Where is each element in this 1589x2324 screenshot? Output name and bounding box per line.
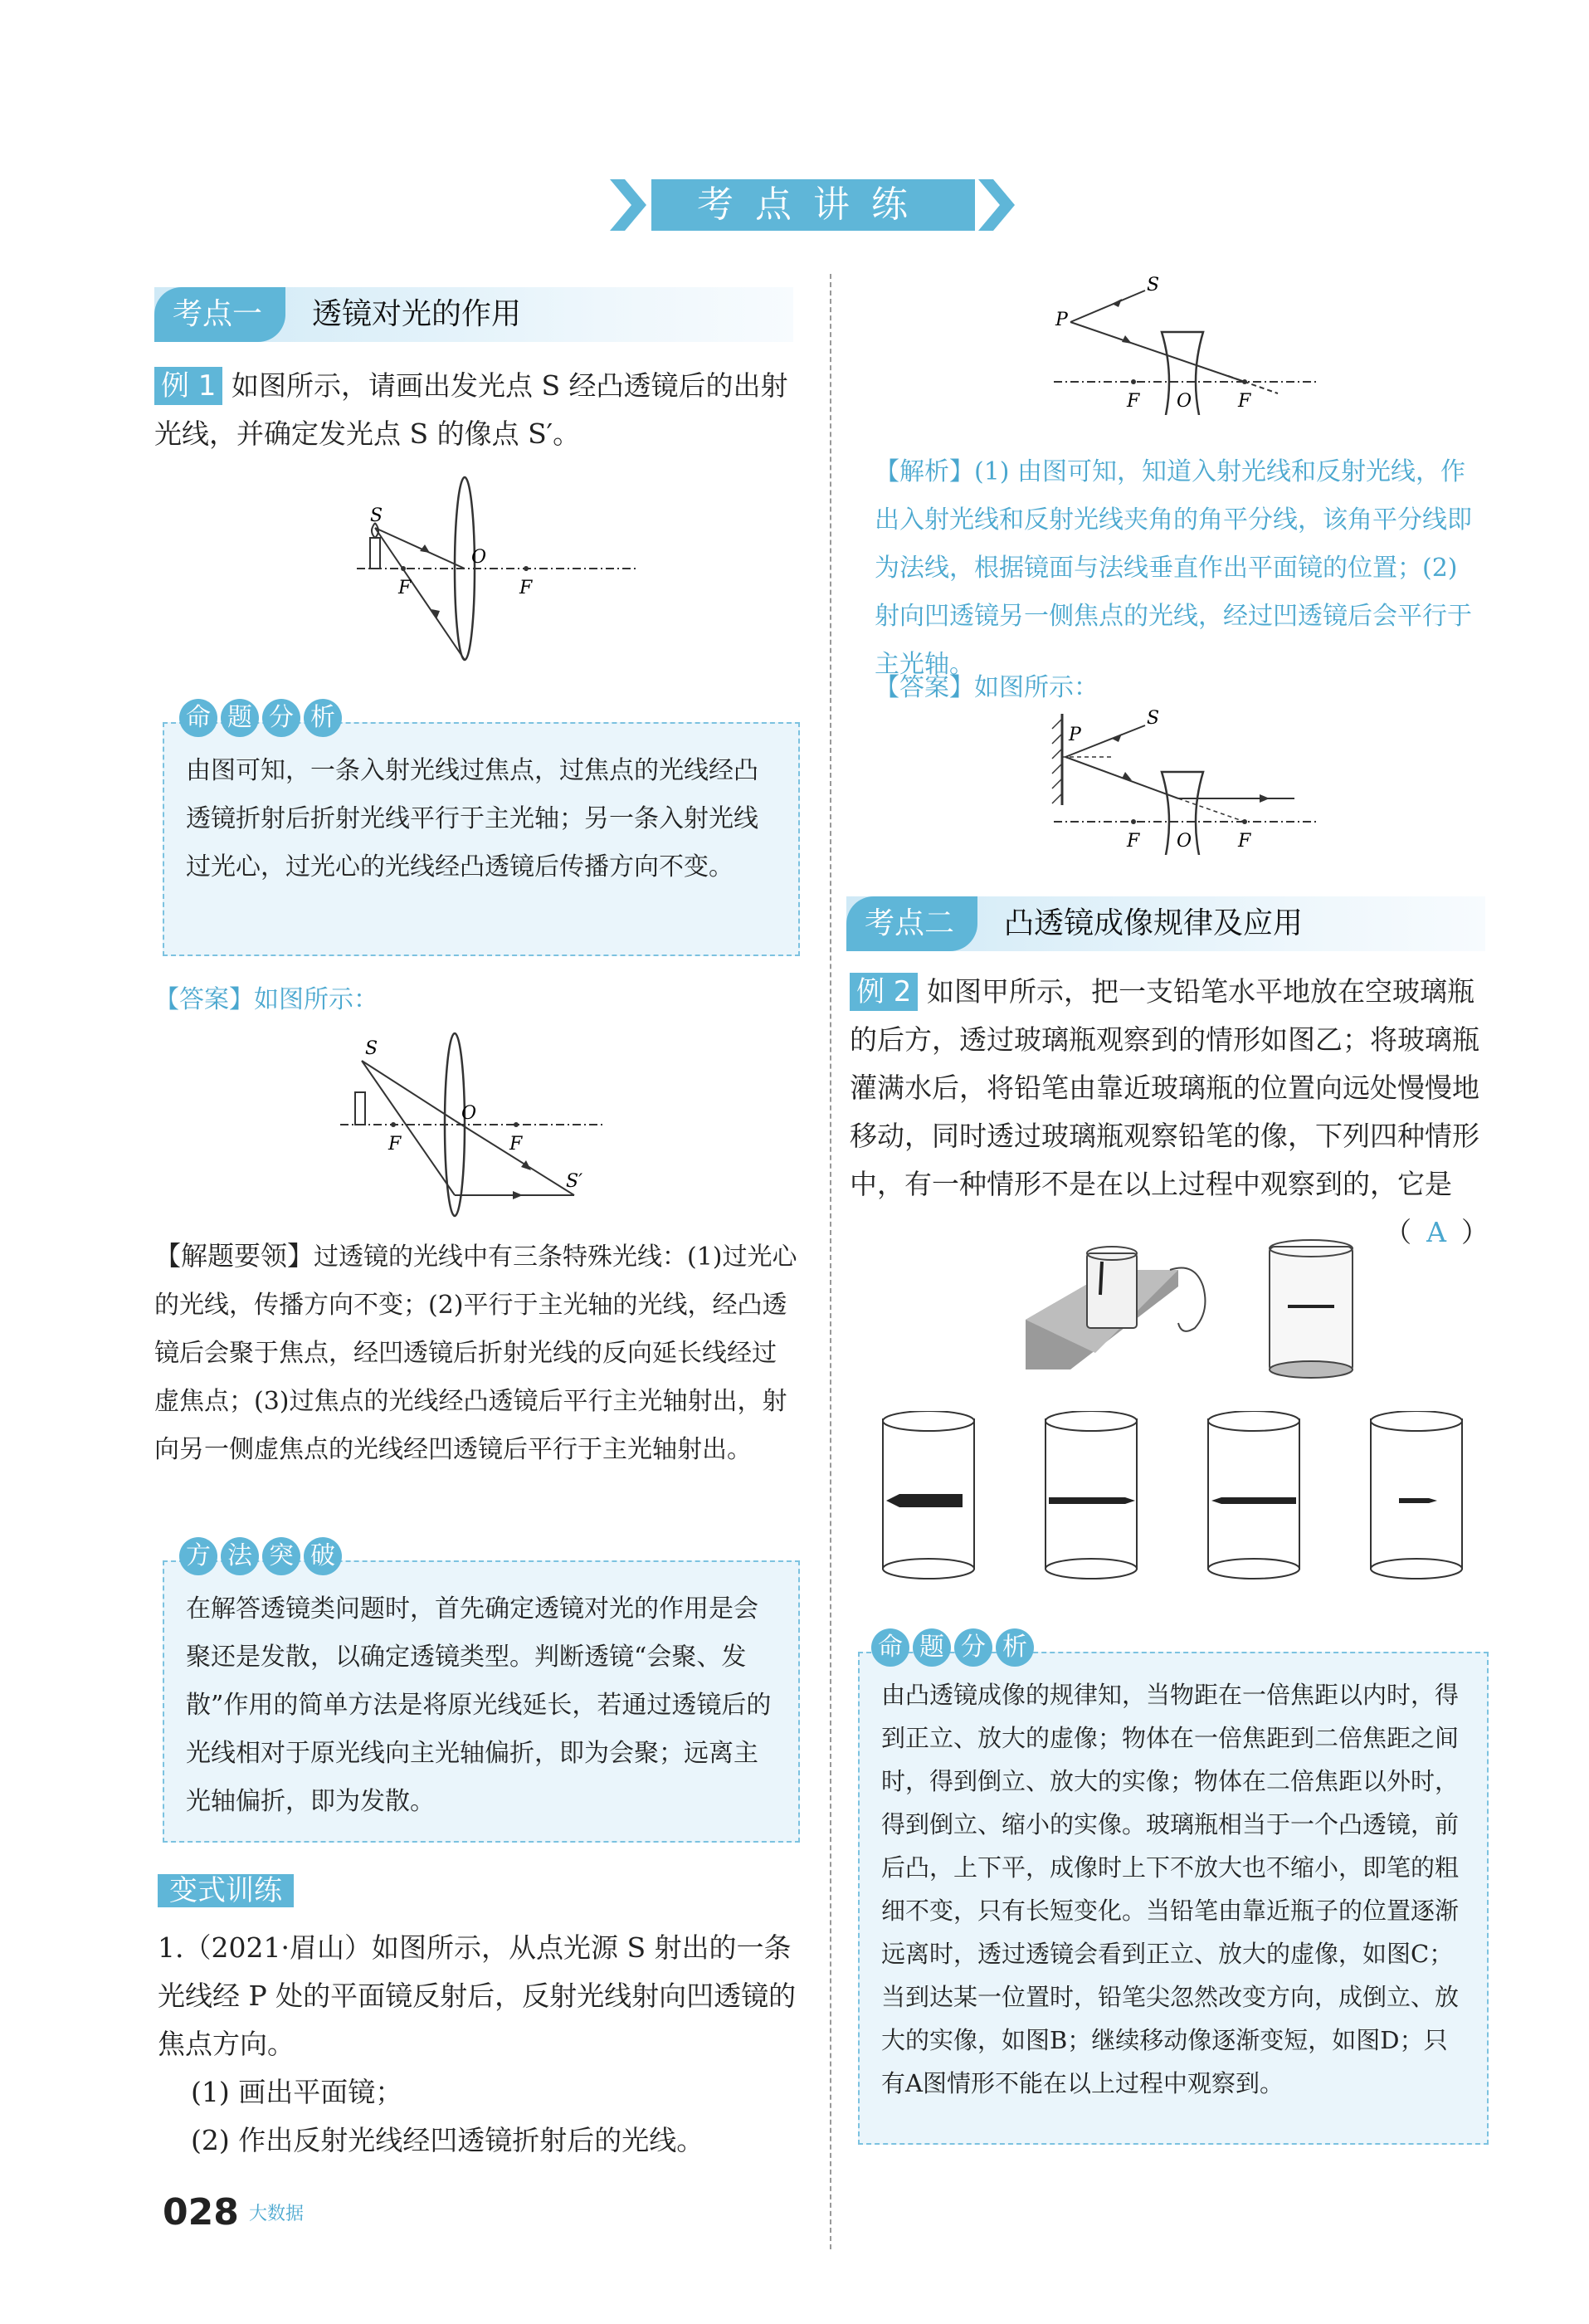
question-part-1: (1) 画出平面镜； bbox=[191, 2076, 403, 2108]
page-number: 028 bbox=[163, 2191, 239, 2234]
label-f2: F bbox=[1238, 391, 1251, 412]
bottle-pencil-figure bbox=[1021, 1237, 1402, 1411]
question-text: 1.（2021·眉山）如图所示，从点光源 S 射出的一条光线经 P 处的平面镜反射后，反射光线射向凹透镜的焦点方向。 bbox=[158, 1931, 797, 2060]
convex-lens-diagram bbox=[332, 473, 647, 672]
pill-char: 法 bbox=[221, 1537, 259, 1575]
concave-lens-answer-diagram bbox=[1046, 706, 1319, 855]
analysis-label: 【解析】 bbox=[875, 457, 974, 486]
option-b bbox=[1046, 1411, 1137, 1579]
section-tag: 考点二 bbox=[846, 896, 977, 951]
pill-char: 命 bbox=[871, 1628, 909, 1667]
brand-logo: 大数据 bbox=[249, 2204, 305, 2224]
pill-char: 突 bbox=[262, 1537, 300, 1575]
answer-label: 【答案】 bbox=[875, 673, 974, 702]
section-banner bbox=[610, 174, 1016, 236]
label-s: S bbox=[1147, 275, 1160, 295]
method-box bbox=[163, 1560, 800, 1843]
example-answer: A bbox=[1426, 1216, 1446, 1248]
analysis-text: (1) 由图可知，知道入射光线和反射光线，作出入射光线和反射光线夹角的角平分线，该角平分线即为法线，根据镜面与法线垂直作出平面镜的位置；(2) 射向凹透镜另一侧焦点的光线，经过凹透镜后会平行于主光轴。 bbox=[875, 457, 1472, 679]
pill-char: 破 bbox=[304, 1537, 342, 1575]
label-s: S bbox=[1147, 708, 1160, 729]
analysis-text: 由凸透镜成像的规律知，当物距在一倍焦距以内时，得到正立、放大的虚像；物体在一倍焦距到二倍焦距之间时，得到倒立、放大的实像；物体在二倍焦距以外时，得到倒立、缩小的实像。玻璃瓶相当于一个凸透镜，前后凸，上下平，成像时上下不放大也不缩小，即笔的粗细不变，只有长短变化。当铅笔由靠近瓶子的位置逐渐远离时，透过透镜会看到正立、放大的虚像，如图C；当到达某一位置时，铅笔尖忽然改变方向，成倒立、放大的实像，如图B；继续移动像逐渐变短，如图D；只有A图情形不能在以上过程中观察到。 bbox=[881, 1681, 1460, 2097]
label-f: F bbox=[388, 1134, 402, 1155]
convex-lens-answer-diagram bbox=[332, 1029, 606, 1228]
example-label: 例 1 bbox=[154, 367, 222, 405]
pill-char: 析 bbox=[304, 699, 342, 737]
section-header-2 bbox=[846, 896, 1485, 951]
pill-char: 析 bbox=[996, 1628, 1034, 1667]
label-f: F bbox=[398, 578, 412, 598]
answer-1 bbox=[154, 976, 378, 1024]
label-f2: F bbox=[509, 1134, 523, 1155]
option-a bbox=[883, 1411, 974, 1579]
paren-close: ） bbox=[1461, 1216, 1489, 1248]
answer-label: 【答案】 bbox=[154, 985, 254, 1014]
section-title: 凸透镜成像规律及应用 bbox=[1004, 906, 1304, 940]
label-s-prime: S′ bbox=[566, 1171, 583, 1192]
example-text: 如图所示，请画出发光点 S 经凸透镜后的出射光线，并确定发光点 S 的像点 S′。 bbox=[154, 369, 788, 450]
label-s: S bbox=[370, 505, 383, 526]
options-figure bbox=[871, 1411, 1502, 1610]
example-label: 例 2 bbox=[850, 973, 918, 1011]
analysis-pill-3 bbox=[871, 1628, 1037, 1670]
example-1 bbox=[154, 362, 793, 458]
concave-lens-question-diagram bbox=[1046, 274, 1319, 415]
question-part-2: (2) 作出反射光线经凹透镜折射后的光线。 bbox=[191, 2124, 704, 2156]
column-divider bbox=[830, 274, 831, 2249]
example-2 bbox=[850, 968, 1489, 1257]
pill-char: 分 bbox=[262, 699, 300, 737]
analysis-box-3 bbox=[858, 1652, 1489, 2145]
answer-text: 如图所示： bbox=[974, 673, 1099, 702]
method-text: 在解答透镜类问题时，首先确定透镜对光的作用是会聚还是发散，以确定透镜类型。判断透镜“会聚、发散”作用的简单方法是将原光线延长，若通过透镜后的光线相对于原光线向主光轴偏折，即为会聚；远离主光轴偏折，即为发散。 bbox=[186, 1594, 772, 1816]
section-tag: 考点一 bbox=[154, 287, 285, 342]
practice-label: 变式训练 bbox=[158, 1874, 294, 1907]
practice-question-1 bbox=[158, 1924, 797, 2165]
tips-label: 【解题要领】 bbox=[154, 1240, 314, 1272]
pill-char: 题 bbox=[913, 1628, 951, 1667]
answer-text: 如图所示： bbox=[254, 985, 378, 1014]
analysis-text: 由图可知，一条入射光线过焦点，过焦点的光线经凸透镜折射后折射光线平行于主光轴；另一条入射光线过光心，过光心的光线经凸透镜后传播方向不变。 bbox=[186, 756, 758, 881]
label-s: S bbox=[365, 1038, 378, 1059]
banner-title: 考点讲练 bbox=[651, 179, 975, 231]
label-o: O bbox=[471, 547, 487, 568]
label-p: P bbox=[1069, 725, 1081, 745]
analysis-pill-1 bbox=[179, 699, 345, 740]
option-d bbox=[1371, 1411, 1462, 1579]
label-f: F bbox=[1127, 831, 1140, 852]
problem-tips bbox=[154, 1232, 800, 1474]
pill-char: 题 bbox=[221, 699, 259, 737]
practice-label-wrap bbox=[158, 1871, 294, 1911]
section-header-1 bbox=[154, 287, 793, 342]
analysis-box-1 bbox=[163, 722, 800, 956]
paren-open: （ bbox=[1384, 1216, 1412, 1248]
analysis-2 bbox=[875, 448, 1489, 689]
chevron-right-icon bbox=[975, 179, 1025, 231]
label-p: P bbox=[1055, 310, 1068, 330]
label-o: O bbox=[1177, 831, 1192, 852]
label-o: O bbox=[1177, 391, 1192, 412]
section-title: 透镜对光的作用 bbox=[312, 297, 522, 331]
option-c bbox=[1208, 1411, 1299, 1579]
pill-char: 命 bbox=[179, 699, 217, 737]
tips-text: 过透镜的光线中有三条特殊光线：(1)过光心的光线，传播方向不变；(2)平行于主光轴的光线，经凸透镜后会聚于焦点，经凹透镜后折射光线的反向延长线经过虚焦点；(3)过焦点的光线经凸透镜后平行主光轴射出，射向另一侧虚焦点的光线经凹透镜后平行于主光轴射出。 bbox=[154, 1243, 797, 1464]
pill-char: 方 bbox=[179, 1537, 217, 1575]
pill-char: 分 bbox=[954, 1628, 992, 1667]
label-f: F bbox=[1127, 391, 1140, 412]
example-text: 如图甲所示，把一支铅笔水平地放在空玻璃瓶的后方，透过玻璃瓶观察到的情形如图乙；将玻璃瓶灌满水后，将铅笔由靠近玻璃瓶的位置向远处慢慢地移动，同时透过玻璃瓶观察铅笔的像，下列四种情形中，有一种情形不是在以上过程中观察到的，它是 bbox=[850, 975, 1479, 1200]
label-f2: F bbox=[1238, 831, 1251, 852]
method-pill bbox=[179, 1537, 345, 1579]
label-o: O bbox=[461, 1103, 477, 1124]
label-f2: F bbox=[519, 578, 533, 598]
